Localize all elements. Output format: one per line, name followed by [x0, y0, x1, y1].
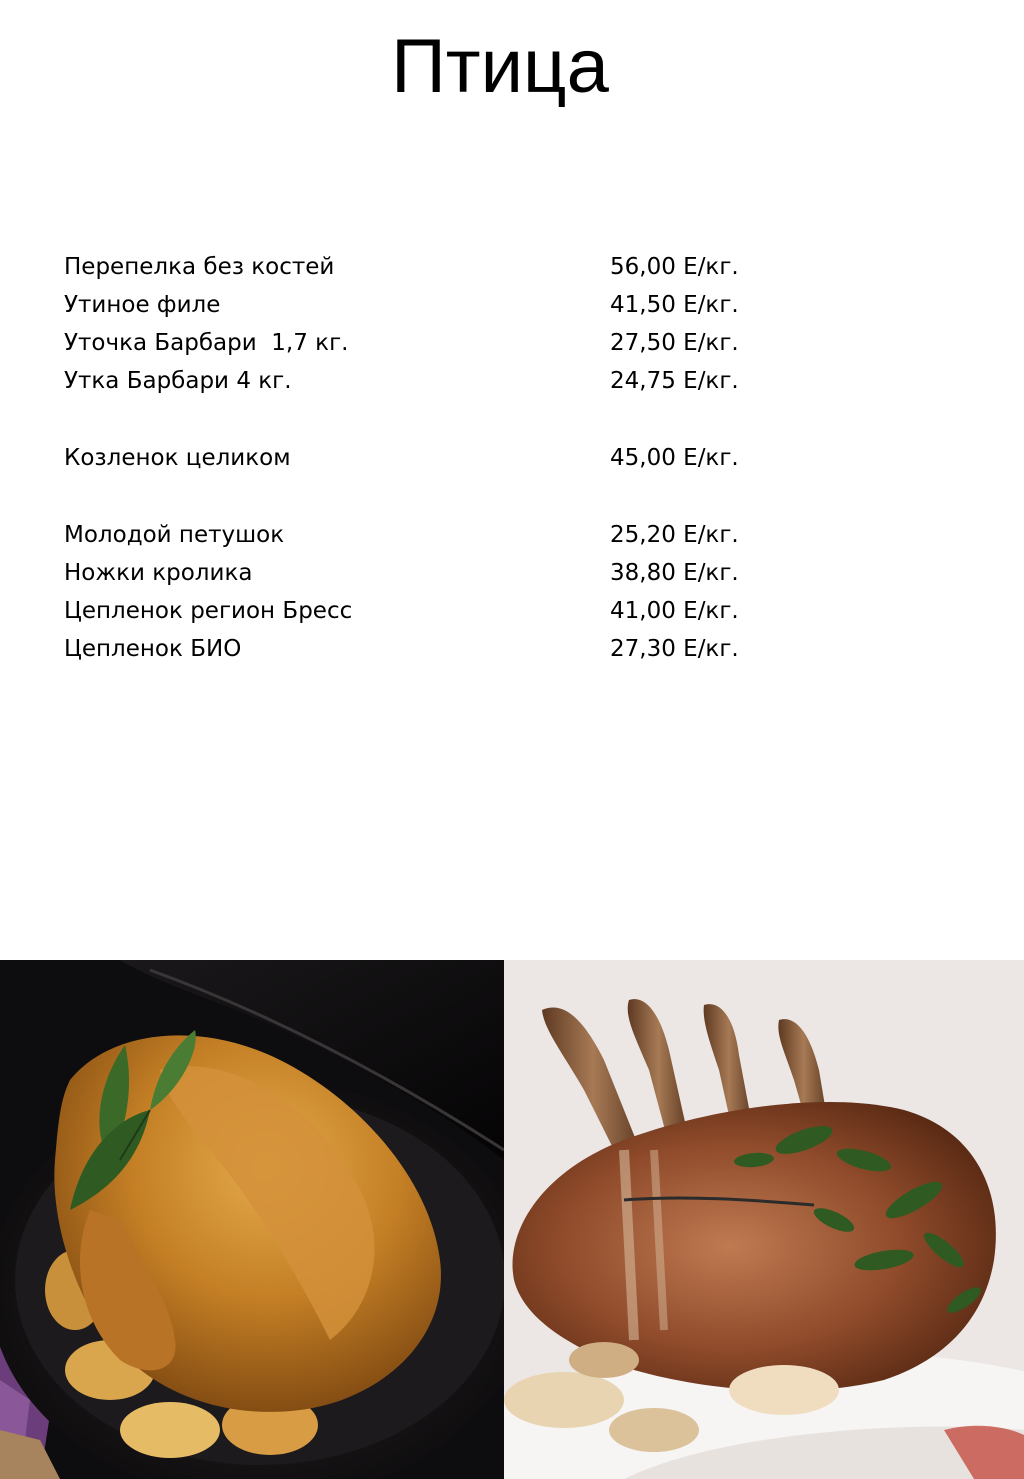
- price-row: [64, 439, 784, 477]
- item-name: Цепленок БИО: [64, 636, 242, 662]
- price-row: [64, 516, 784, 554]
- price-row: [64, 630, 784, 668]
- price-row: [64, 286, 784, 324]
- item-price: 41,00 Е/кг.: [610, 598, 739, 624]
- item-name: Утиное филе: [64, 292, 221, 318]
- roast-chicken-photo: [0, 960, 504, 1479]
- page-title: Птица: [391, 24, 609, 109]
- price-row: [64, 554, 784, 592]
- item-name: Перепелка без костей: [64, 254, 335, 280]
- item-price: 56,00 Е/кг.: [610, 254, 739, 280]
- price-list: [64, 248, 784, 668]
- item-price: 27,30 Е/кг.: [610, 636, 739, 662]
- price-row: [64, 592, 784, 630]
- price-row: [64, 362, 784, 400]
- item-price: 27,50 Е/кг.: [610, 330, 739, 356]
- item-price: 38,80 Е/кг.: [610, 560, 739, 586]
- item-price: 25,20 Е/кг.: [610, 522, 739, 548]
- item-price: 45,00 Е/кг.: [610, 445, 739, 471]
- price-row: [64, 248, 784, 286]
- item-price: 41,50 Е/кг.: [610, 292, 739, 318]
- photo-strip: [0, 960, 1024, 1479]
- rack-roast-photo: [504, 960, 1024, 1479]
- item-name: Ножки кролика: [64, 560, 253, 586]
- item-name: Молодой петушок: [64, 522, 285, 548]
- item-name: Утка Барбари 4 кг.: [64, 368, 292, 394]
- price-row: [64, 324, 784, 362]
- item-price: 24,75 Е/кг.: [610, 368, 739, 394]
- rack-roast-illustration: [504, 960, 1024, 1479]
- item-name: Козленок целиком: [64, 445, 291, 471]
- item-name: Уточка Барбари 1,7 кг.: [64, 330, 349, 356]
- item-name: Цепленок регион Бресс: [64, 598, 353, 624]
- roast-chicken-illustration: [0, 960, 504, 1479]
